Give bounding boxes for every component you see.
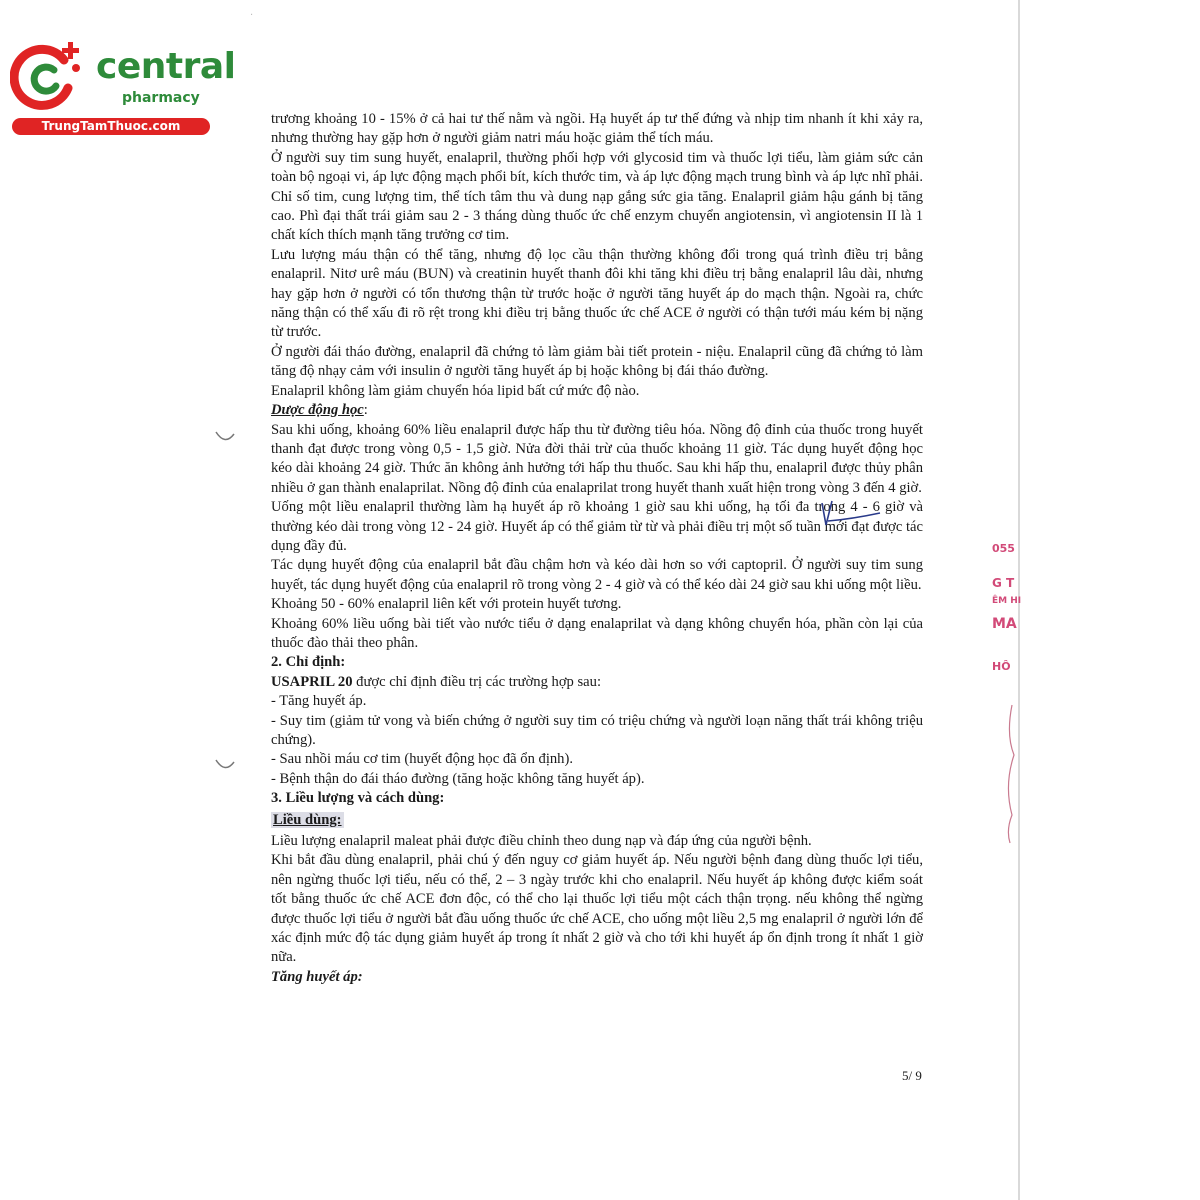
punch-hole-icon (214, 758, 236, 772)
indication-intro (271, 673, 923, 692)
indication-intro-text: được chỉ định điều trị các trường hợp sau: (352, 673, 601, 690)
stamp-text: ÊM HI (992, 596, 1022, 606)
list-item: - Suy tim (giảm tử vong và biến chứng ở người suy tim có triệu chứng và người loạn năng thất trái không triệu chứng). (271, 712, 923, 748)
list-item: - Tăng huyết áp. (271, 693, 367, 710)
stamp-text: MA (992, 616, 1017, 632)
stamp-signature (994, 695, 1022, 845)
product-name: USAPRIL 20 (271, 673, 353, 690)
logo-brand: central (96, 46, 236, 87)
paragraph: Khoảng 60% liều uống bài tiết vào nước tiểu ở dạng enalaprilat và dạng không chuyển hóa, phần còn lại của thuốc đào thải theo phân. (271, 615, 923, 651)
pk-colon: : (363, 402, 368, 419)
pharmacy-cross-icon (10, 38, 88, 116)
section-heading-dosage: 3. Liều lượng và cách dùng: (271, 790, 445, 807)
paragraph: Enalapril không làm giảm chuyển hóa lipid bất cứ mức độ nào. (271, 382, 640, 399)
logo-sub: pharmacy (122, 90, 200, 106)
dosage-heading: Liều dùng: (273, 811, 342, 828)
pk-heading: Dược động học (271, 402, 364, 419)
paragraph: Khoảng 50 - 60% enalapril liên kết với protein huyết tương. (271, 596, 622, 613)
paragraph: Ở người suy tim sung huyết, enalapril, thường phối hợp với glycosid tim và thuốc lợi tiểu, làm giảm sức cản toàn bộ ngoại vi, áp lực động mạch phổi bít, kích thước tim, và áp lực động mạch trung bình và áp lực nhĩ phải. Chỉ số tim, cung lượng tim, thể tích tâm thu và dung nạp gắng sức gia tăng. Enalapril giảm hậu gánh bị tăng cao. Phì đại thất trái giảm sau 2 - 3 tháng dùng thuốc ức chế enzym chuyển angiotensin, vì angiotensin II là 1 chất kích thích mạnh tăng trưởng cơ tim. (271, 149, 923, 244)
section-heading-indications: 2. Chỉ định: (271, 654, 346, 671)
stamp-text: G T (992, 576, 1015, 590)
paragraph: Sau khi uống, khoảng 60% liều enalapril được hấp thu từ đường tiêu hóa. Nồng độ đỉnh của thuốc trong huyết thanh đạt được trong vòng 0,5 - 1,5 giờ. Nửa đời thải trừ của thuốc khoảng 11 giờ. Tác dụng huyết động học kéo dài khoảng 24 giờ. Thức ăn không ảnh hưởng tới hấp thu thuốc. Sau khi hấp thu, enalapril được thủy phân nhiều ở gan thành enalaprilat. Nồng độ đỉnh của enalaprilat trong huyết thanh xuất hiện trong vòng 3 đến 4 giờ. (271, 421, 923, 496)
scan-mark: · (250, 10, 254, 21)
paragraph: Uống một liều enalapril thường làm hạ huyết áp rõ khoảng 1 giờ sau khi uống, hạ tối đa trong 4 - 6 giờ và thường kéo dài trong vòng 12 - 24 giờ. Huyết áp có thể giảm từ từ và phải điều trị một số tuần mới đạt được tác dụng đầy đủ. (271, 499, 923, 554)
pk-heading-line (271, 401, 923, 420)
paragraph: Tác dụng huyết động của enalapril bắt đầu chậm hơn và kéo dài hơn so với captopril. Ở người suy tim sung huyết, tác dụng huyết động của enalapril rõ trong vòng 2 - 4 giờ và có thể kéo dài 24 giờ sau khi uống một liều. (271, 557, 923, 593)
document-body (271, 110, 923, 987)
paragraph: Liều lượng enalapril maleat phải được điều chỉnh theo dung nạp và đáp ứng của người bệnh. (271, 833, 812, 850)
list-item: - Bệnh thận do đái tháo đường (tăng hoặc không tăng huyết áp). (271, 770, 645, 787)
signature-mark (812, 495, 892, 535)
stamp-text: HÔ (992, 660, 1011, 673)
dosage-heading-line (271, 811, 923, 830)
punch-hole-icon (214, 430, 236, 444)
paragraph: Lưu lượng máu thận có thể tăng, nhưng độ lọc cầu thận thường không đổi trong quá trình điều trị bằng enalapril. Nitơ urê máu (BUN) và creatinin huyết thanh đôi khi tăng khi điều trị bằng enalapril lâu dài, nhưng hay gặp hơn ở người có tổn thương thận từ trước hoặc ở người tăng huyết áp do mạch thận. Ngoài ra, chức năng thận có thể xấu đi rõ rệt trong khi điều trị bằng thuốc ức chế ACE ở người có thận tưới máu kém bị nặng từ trước. (271, 246, 923, 341)
stamp-text: 055 (992, 542, 1015, 555)
paragraph: Ở người đái tháo đường, enalapril đã chứng tỏ làm giảm bài tiết protein - niệu. Enalapril cũng đã chứng tỏ làm tăng độ nhạy cảm với insulin ở người tăng huyết áp bị hoặc không bị đái tháo đường. (271, 343, 923, 380)
page-number: 5/ 9 (902, 1068, 922, 1083)
stamp-fragment (990, 530, 1026, 850)
paragraph: Khi bắt đầu dùng enalapril, phải chú ý đến nguy cơ giảm huyết áp. Nếu người bệnh đang dùng thuốc lợi tiểu, nên ngừng thuốc lợi tiểu, nếu có thể, 2 – 3 ngày trước khi cho enalapril. Nếu huyết áp không được kiểm soát tốt bằng thuốc ức chế ACE đơn độc, có thể cho lại thuốc lợi tiểu một cách thận trọng. nếu không thể ngừng được thuốc lợi tiểu ở người bắt đầu uống thuốc ức chế ACE, cho uống một liều 2,5 mg enalapril ở người lớn để xác định mức độ tác dụng giảm huyết áp trong ít nhất 2 giờ và cho tới khi huyết áp ổn định trong ít nhất 1 giờ nữa. (271, 852, 923, 966)
htn-heading: Tăng huyết áp: (271, 968, 363, 985)
paragraph: trương khoảng 10 - 15% ở cả hai tư thế nằm và ngồi. Hạ huyết áp tư thế đứng và nhịp tim nhanh ít khi xảy ra, nhưng thường hay gặp hơn ở người giảm natri máu hoặc giảm thể tích máu. (271, 111, 923, 147)
logo-url[interactable]: TrungTamThuoc.com (12, 118, 210, 135)
list-item: - Sau nhồi máu cơ tim (huyết động học đã ổn định). (271, 751, 573, 768)
